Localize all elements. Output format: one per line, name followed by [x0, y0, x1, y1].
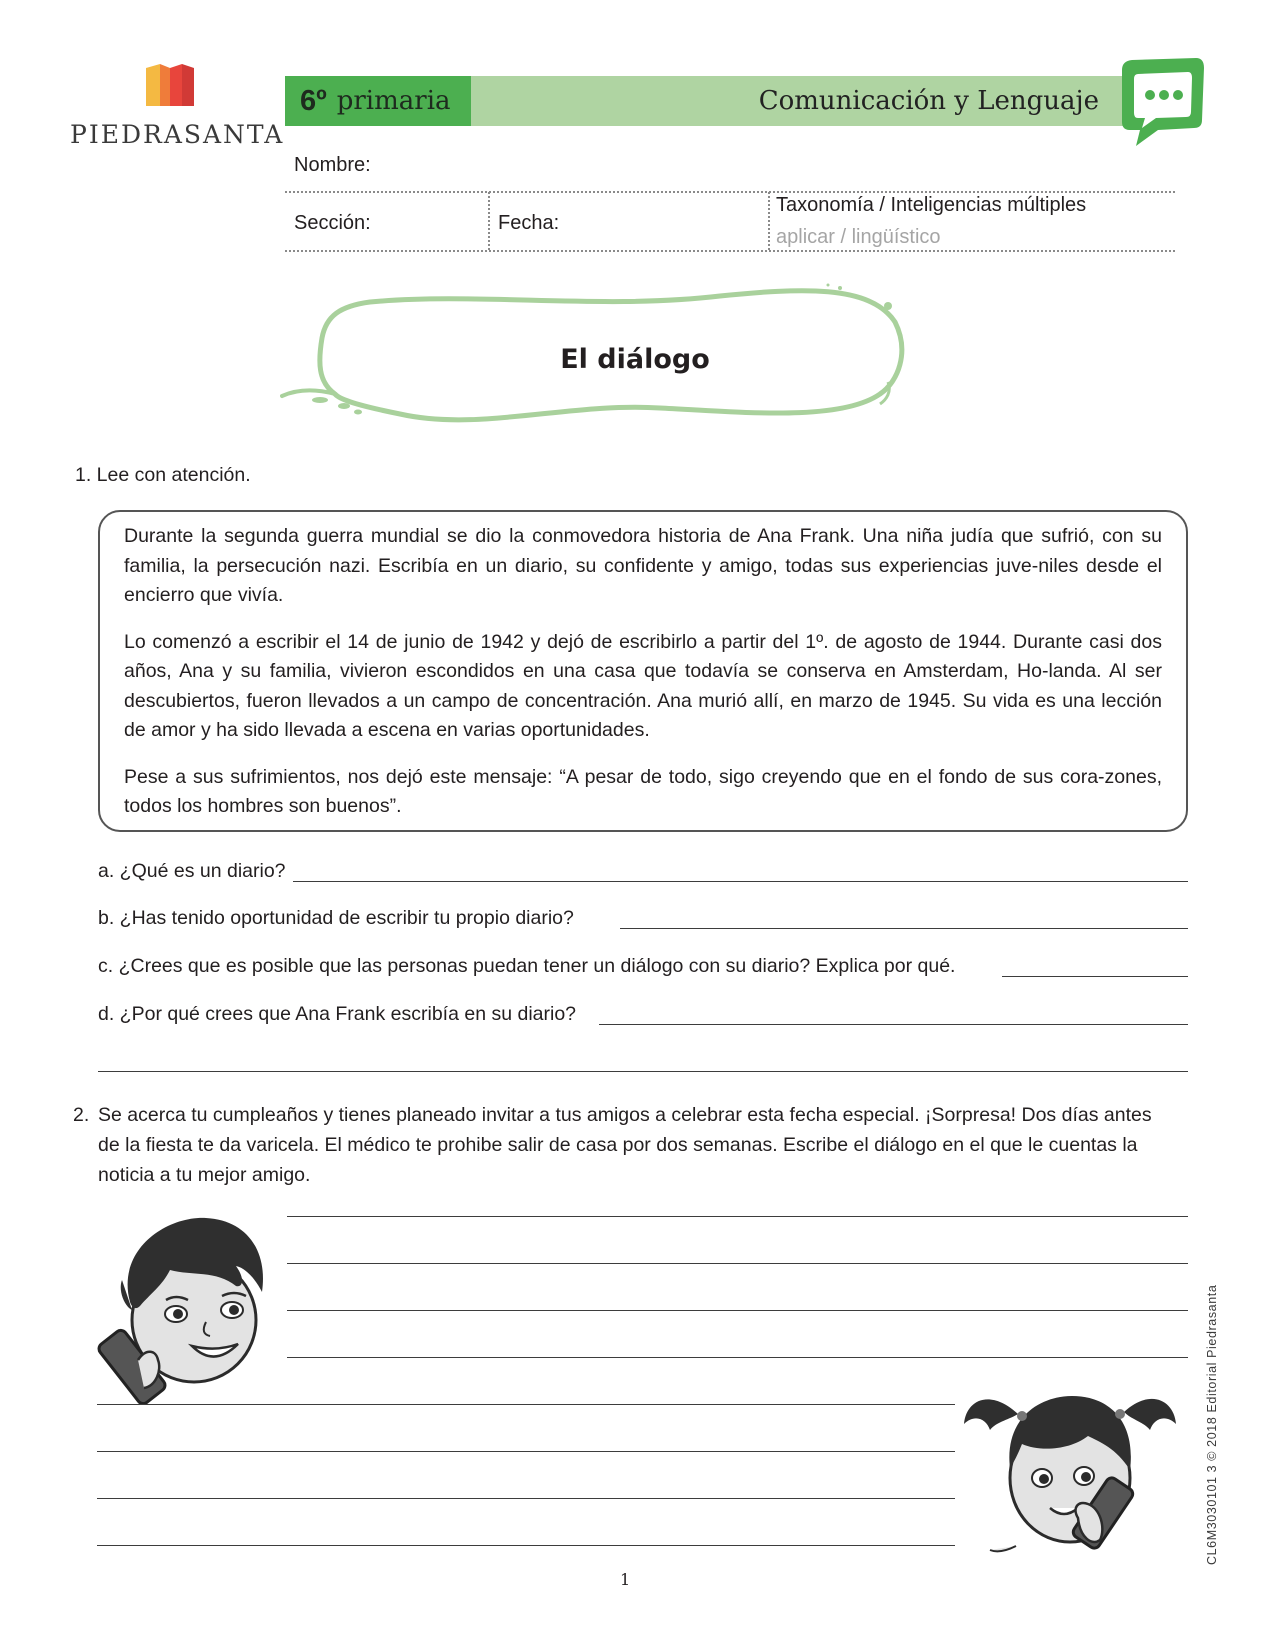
- exercise-1-instruction: 1. Lee con atención.: [75, 464, 251, 486]
- grade-badge: [285, 76, 471, 126]
- reading-paragraph-2: Lo comenzó a escribir el 14 de junio de 1942 y dejó de escribirlo a partir del 1º. de agosto de 1944. Durante casi dos años, Ana y su familia, vivieron escondidos en una casa que todavía se conserva en Amsterdam, Ho-landa. Al ser descubiertos, fueron llevados a un campo de concentración. Ana murió allí, en marzo de 1945. Su vida es una lección de amor y ha sido llevada a escena en varias oportunidades.: [124, 630, 1162, 741]
- answer-line-a[interactable]: [293, 881, 1188, 882]
- form-divider-bottom: [285, 250, 1175, 252]
- form-divider-v1: [488, 192, 490, 250]
- dialogue-line-6[interactable]: [97, 1451, 955, 1452]
- answer-line-c[interactable]: [1002, 976, 1188, 977]
- dialogue-line-2[interactable]: [287, 1263, 1188, 1264]
- exercise-2-number: 2.: [73, 1104, 90, 1126]
- question-d: d. ¿Por qué crees que Ana Frank escribía en su diario?: [98, 1003, 577, 1025]
- answer-line-b[interactable]: [620, 928, 1188, 929]
- form-divider-v2: [768, 192, 770, 250]
- question-c: c. ¿Crees que es posible que las personas puedan tener un diálogo con su diario? Explica por qué.: [98, 955, 956, 977]
- subject-banner: [471, 76, 1129, 126]
- dialogue-line-3[interactable]: [287, 1310, 1188, 1311]
- reading-passage-box: [98, 510, 1188, 832]
- answer-line-d-extra[interactable]: [98, 1071, 1188, 1072]
- date-label: Fecha:: [498, 212, 560, 234]
- exercise-2-text: Se acerca tu cumpleaños y tienes planeado invitar a tus amigos a celebrar esta fecha especial. ¡Sorpresa! Dos días antes de la fiesta te da varicela. El médico te prohibe salir de casa por dos semanas. Escribe el diálogo en el que le cuentas la noticia a tu mejor amigo.: [98, 1104, 1152, 1186]
- page-number: 1: [620, 1570, 631, 1589]
- girl-on-phone-illustration: [960, 1378, 1180, 1558]
- question-a: a. ¿Qué es un diario?: [98, 860, 286, 882]
- section-label: Sección:: [294, 212, 371, 234]
- dialogue-line-5[interactable]: [97, 1404, 955, 1405]
- dialogue-line-4[interactable]: [287, 1357, 1188, 1358]
- grade-number: 6º: [300, 84, 327, 117]
- reading-paragraph-3: Pese a sus sufrimientos, nos dejó este mensaje: “A pesar de todo, sigo creyendo que en el fondo de sus cora-zones, todos los hombres son buenos”.: [124, 765, 1162, 817]
- page-title: El diálogo: [560, 344, 710, 375]
- form-divider-top: [285, 191, 1175, 193]
- answer-line-d[interactable]: [599, 1024, 1188, 1025]
- dialogue-line-8[interactable]: [97, 1545, 955, 1546]
- book-logo-icon: [144, 62, 196, 108]
- taxonomy-value: aplicar / lingüístico: [776, 226, 941, 248]
- question-b: b. ¿Has tenido oportunidad de escribir tu propio diario?: [98, 907, 574, 929]
- grade-label: primaria: [336, 86, 451, 116]
- reading-paragraph-1: Durante la segunda guerra mundial se dio la conmovedora historia de Ana Frank. Una niña judía que sufrió, con su familia, la persecución nazi. Escribía en un diario, su confidente y amigo, todas sus experiencias juve-niles desde el encierro que vivía.: [124, 525, 1162, 606]
- name-label: Nombre:: [294, 154, 371, 176]
- copyright-code: CL6M3030101 3 © 2018 Editorial Piedrasanta: [1205, 1284, 1219, 1565]
- subject-title: Comunicación y Lenguaje: [758, 86, 1099, 116]
- dialogue-line-1[interactable]: [287, 1216, 1188, 1217]
- speech-bubble-icon: [1118, 56, 1206, 148]
- taxonomy-label: Taxonomía / Inteligencias múltiples: [776, 194, 1087, 216]
- brand-logo-text: PIEDRASANTA: [70, 120, 285, 149]
- dialogue-line-7[interactable]: [97, 1498, 955, 1499]
- boy-on-phone-illustration: [96, 1210, 272, 1404]
